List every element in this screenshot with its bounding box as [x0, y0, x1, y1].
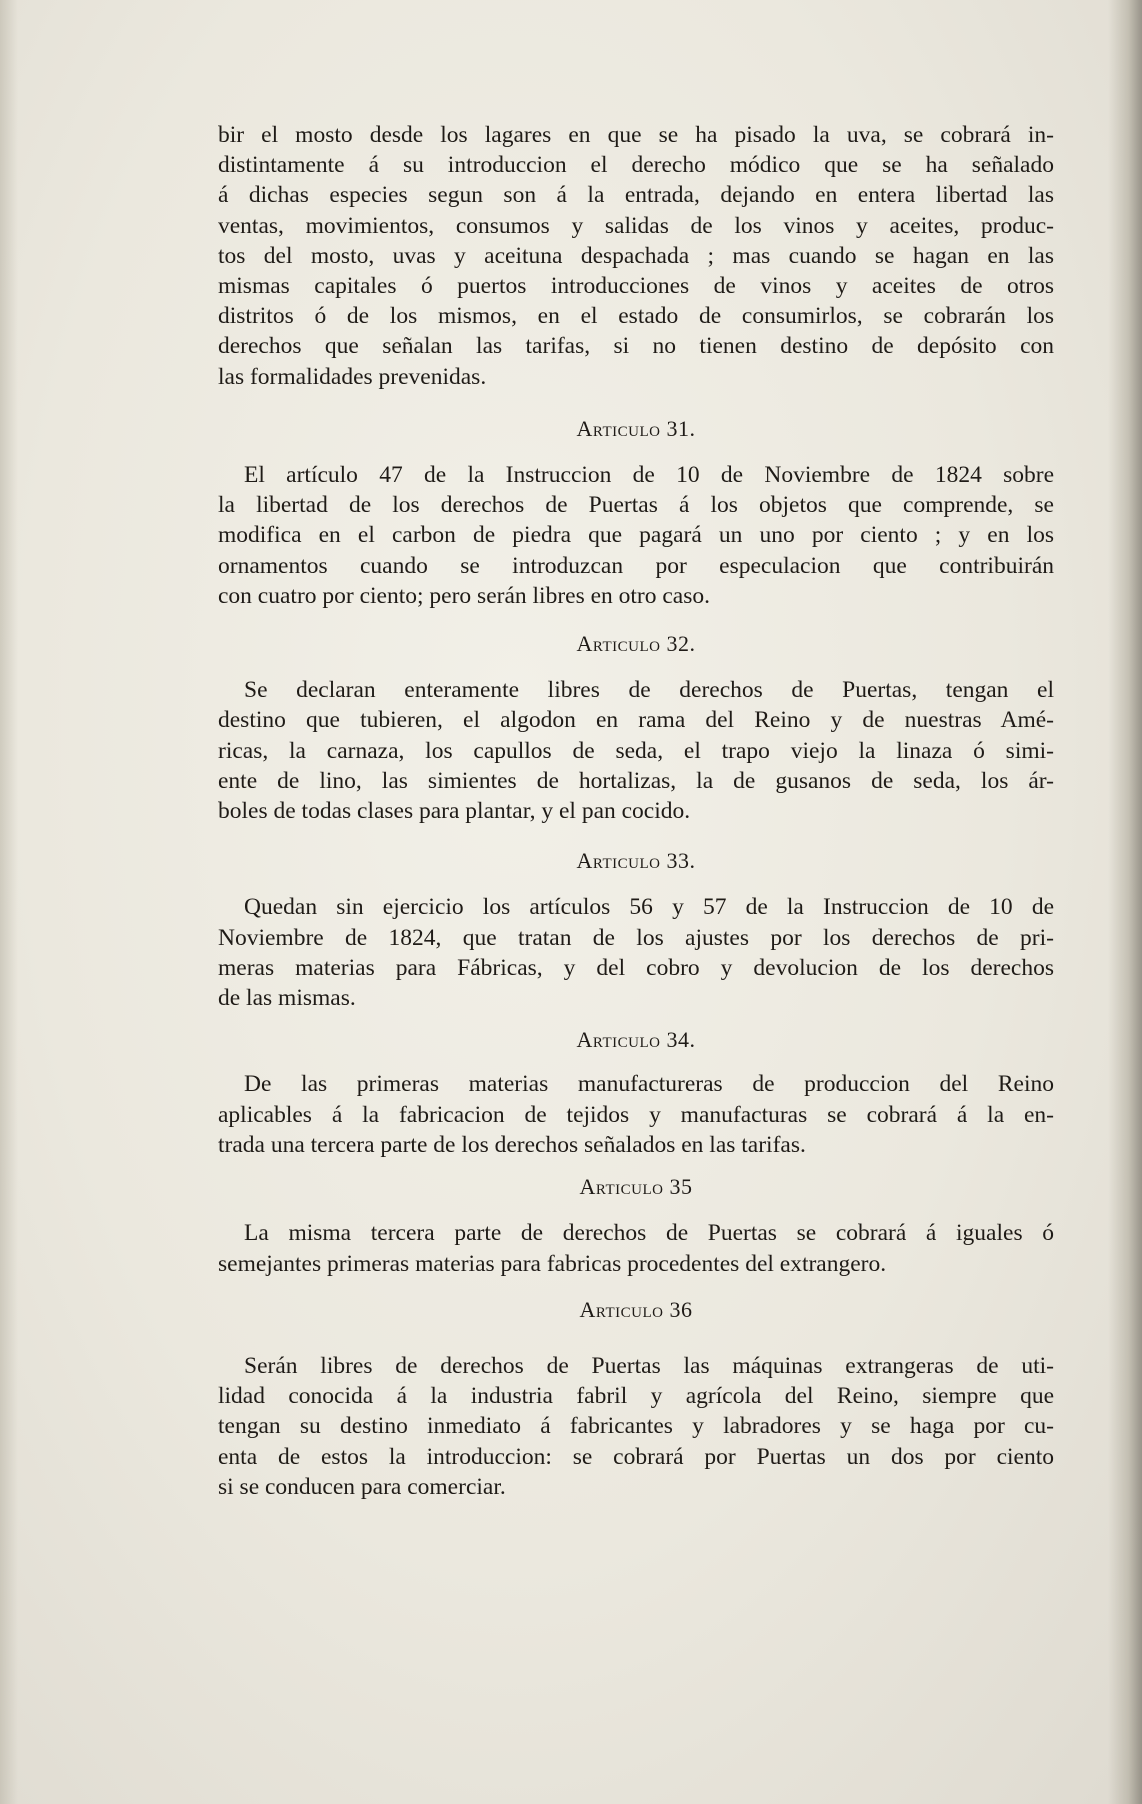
- article-33-heading: Articulo 33.: [576, 848, 696, 874]
- text-line: aplicables á la fabricacion de tejidos y manufacturas se cobrará á la en-: [218, 1101, 1054, 1128]
- text-line: Quedan sin ejercicio los artículos 56 y 57 de la Instruccion de 10 de: [244, 894, 1054, 921]
- article-33-paragraph: [218, 892, 1054, 1013]
- article-36-heading: Articulo 36: [579, 1296, 693, 1322]
- text-line: meras materias para Fábricas, y del cobro y devolucion de los derechos: [218, 954, 1054, 981]
- text-line: con cuatro por ciento; pero serán libres en otro caso.: [218, 582, 711, 609]
- text-line: distintamente á su introduccion el derecho módico que se ha señalado: [218, 152, 1054, 179]
- text-line: Se declaran enteramente libres de derechos de Puertas, tengan el: [244, 677, 1054, 704]
- page-edge-shadow-left: [0, 0, 18, 1804]
- text-line: derechos que señalan las tarifas, si no tienen destino de depósito con: [218, 333, 1054, 360]
- article-34-paragraph: [218, 1069, 1054, 1160]
- text-line: modifica en el carbon de piedra que pagará un uno por ciento ; y en los: [218, 522, 1054, 549]
- text-line: de las mismas.: [218, 985, 356, 1012]
- text-line: ente de lino, las simientes de hortalizas, la de gusanos de seda, los ár-: [218, 767, 1054, 794]
- text-line: enta de estos la introduccion: se cobrará por Puertas un dos por ciento: [218, 1443, 1054, 1470]
- text-line: lidad conocida á la industria fabril y agrícola del Reino, siempre que: [218, 1383, 1054, 1410]
- text-line: semejantes primeras materias para fabricas procedentes del extrangero.: [218, 1250, 887, 1277]
- text-line: Noviembre de 1824, que tratan de los ajustes por los derechos de pri-: [218, 924, 1054, 951]
- page-edge-shadow-right: [1108, 0, 1142, 1804]
- text-line: bir el mosto desde los lagares en que se ha pisado la uva, se cobrará in-: [218, 122, 1054, 148]
- document-body: [218, 120, 1054, 1502]
- article-34-heading: Articulo 34.: [576, 1027, 696, 1053]
- article-32-paragraph: [218, 675, 1054, 826]
- text-line: ventas, movimientos, consumos y salidas de los vinos y aceites, produc-: [218, 212, 1054, 239]
- text-line: si se conducen para comerciar.: [218, 1473, 506, 1500]
- text-line: tos del mosto, uvas y aceituna despachada ; mas cuando se hagan en las: [218, 242, 1054, 269]
- text-line: De las primeras materias manufactureras de produccion del Reino: [244, 1071, 1054, 1098]
- article-31-paragraph: [218, 460, 1054, 611]
- text-line: ricas, la carnaza, los capullos de seda, el trapo viejo la linaza ó simi-: [218, 737, 1054, 764]
- text-line: la libertad de los derechos de Puertas á los objetos que comprende, se: [218, 492, 1054, 519]
- article-35-heading: Articulo 35: [579, 1174, 693, 1200]
- article-31-heading: Articulo 31.: [576, 415, 696, 441]
- text-line: destino que tubieren, el algodon en rama del Reino y de nuestras Amé-: [218, 707, 1054, 734]
- article-32-heading: Articulo 32.: [576, 631, 696, 657]
- intro-paragraph: [218, 120, 1054, 392]
- text-line: á dichas especies segun son á la entrada, dejando en entera libertad las: [218, 182, 1054, 209]
- text-line: ornamentos cuando se introduzcan por especulacion que contribuirán: [218, 552, 1054, 579]
- text-line: El artículo 47 de la Instruccion de 10 de Noviembre de 1824 sobre: [244, 462, 1054, 489]
- text-line: Serán libres de derechos de Puertas las máquinas extrangeras de uti-: [244, 1352, 1054, 1379]
- article-36-paragraph: [218, 1351, 1054, 1502]
- text-line: tengan su destino inmediato á fabricantes y labradores y se haga por cu-: [218, 1413, 1054, 1440]
- text-line: distritos ó de los mismos, en el estado de consumirlos, se cobrarán los: [218, 303, 1054, 330]
- text-line: las formalidades prevenidas.: [218, 363, 487, 390]
- text-line: mismas capitales ó puertos introducciones de vinos y aceites de otros: [218, 273, 1054, 300]
- text-line: boles de todas clases para plantar, y el pan cocido.: [218, 798, 691, 825]
- text-line: La misma tercera parte de derechos de Puertas se cobrará á iguales ó: [244, 1220, 1054, 1247]
- article-35-paragraph: [218, 1218, 1054, 1278]
- text-line: trada una tercera parte de los derechos señalados en las tarifas.: [218, 1131, 806, 1158]
